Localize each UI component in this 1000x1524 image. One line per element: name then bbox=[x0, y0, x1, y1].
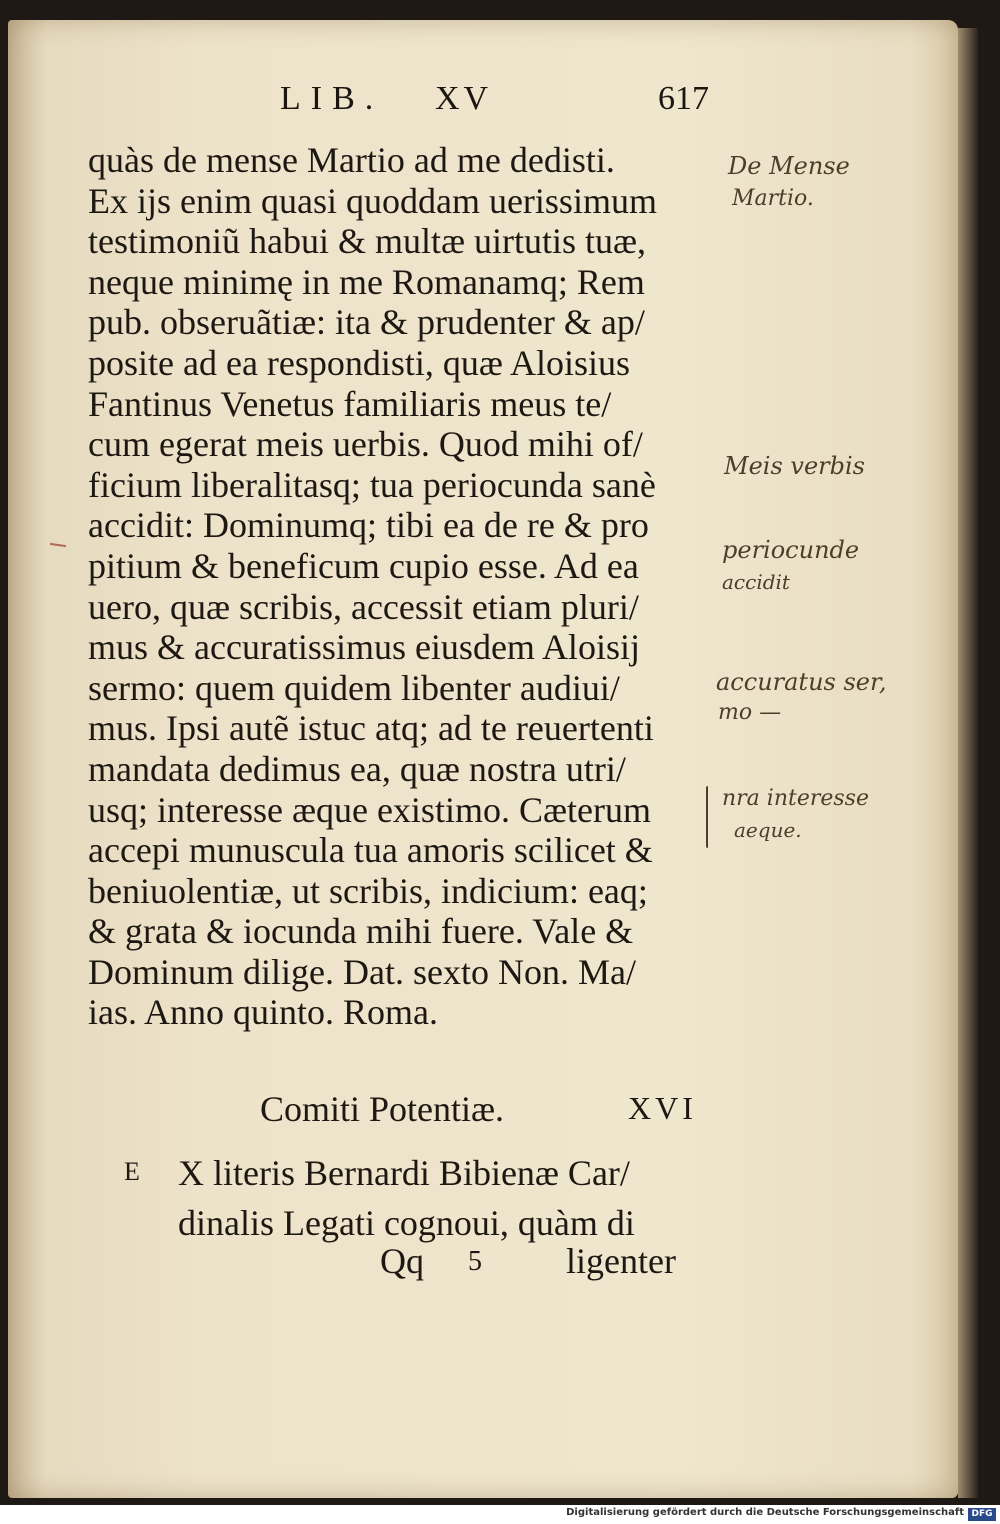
text-line: mandata dedimus ea, quæ nostra utri/ bbox=[88, 748, 626, 789]
text-line: mus & accuratissimus eiusdem Aloisij bbox=[88, 627, 640, 668]
marginal-note: Martio. bbox=[732, 186, 814, 211]
header-book-number: XV bbox=[435, 80, 493, 117]
text-line: quàs de mense Martio ad me dedisti. bbox=[88, 140, 615, 180]
letter-body bbox=[88, 140, 728, 1033]
text-line: X literis Bernardi Bibienæ Car/ bbox=[178, 1153, 630, 1193]
text-line: & grata & iocunda mihi fuere. Vale & bbox=[88, 911, 634, 952]
marginal-note: nra interesse bbox=[722, 786, 869, 811]
page-edge bbox=[958, 28, 978, 1498]
running-header bbox=[280, 80, 720, 130]
catchword: ligenter bbox=[566, 1241, 676, 1281]
marginal-note: accidit bbox=[722, 570, 790, 594]
text-line: neque minimę in me Romanamq; Rem bbox=[88, 261, 645, 302]
margin-bracket bbox=[706, 786, 714, 848]
text-line: uero, quæ scribis, accessit etiam pluri/ bbox=[88, 586, 639, 627]
text-line: posite ad ea respondisti, quæ Aloisius bbox=[88, 342, 630, 383]
signature-number: 5 bbox=[468, 1246, 482, 1277]
text-line: beniuolentiæ, ut scribis, indicium: eaq; bbox=[88, 870, 648, 911]
marginal-note: periocunde bbox=[722, 536, 860, 564]
dfg-logo: DFG bbox=[968, 1508, 996, 1521]
text-line: sermo: quem quidem libenter audiui/ bbox=[88, 667, 620, 708]
text-line: pitium & beneficum cupio esse. Ad ea bbox=[88, 545, 639, 586]
text-line: ficium liberalitasq; tua periocunda sanè bbox=[88, 464, 656, 505]
text-line: testimoniũ habui & multæ uirtutis tuæ, bbox=[88, 221, 647, 262]
funding-credit: Digitalisierung gefördert durch die Deutsche Forschungsgemeinschaft bbox=[566, 1507, 964, 1518]
text-line: accidit: Dominumq; tibi ea de re & pro bbox=[88, 505, 649, 546]
initial-letter: E bbox=[124, 1157, 140, 1186]
text-line: dinalis Legati cognoui, quàm di bbox=[178, 1203, 635, 1243]
marginal-note: mo — bbox=[718, 700, 782, 725]
letter-heading bbox=[260, 1088, 710, 1132]
page-number: 617 bbox=[658, 80, 709, 117]
header-book: LIB. bbox=[280, 80, 384, 117]
addressee: Comiti Potentiæ. bbox=[260, 1089, 505, 1129]
marginal-note: De Mense bbox=[728, 152, 850, 180]
digitization-footer bbox=[0, 1505, 1000, 1524]
marginal-note: accuratus ser, bbox=[716, 668, 887, 696]
text-line: ias. Anno quinto. Roma. bbox=[88, 992, 438, 1033]
text-line: Dominum dilige. Dat. sexto Non. Ma/ bbox=[88, 951, 636, 992]
letter-opening bbox=[178, 1148, 718, 1248]
letter-number: XVI bbox=[628, 1090, 697, 1126]
text-line: pub. obseruãtiæ: ita & prudenter & ap/ bbox=[88, 302, 645, 343]
text-line: Ex ijs enim quasi quoddam uerissimum bbox=[88, 180, 657, 221]
marginal-note: aeque. bbox=[734, 818, 802, 842]
marginal-note: Meis verbis bbox=[724, 452, 865, 480]
text-line: accepi munuscula tua amoris scilicet & bbox=[88, 830, 653, 871]
text-line: Fantinus Venetus familiaris meus te/ bbox=[88, 383, 612, 424]
text-line: cum egerat meis uerbis. Quod mihi of/ bbox=[88, 424, 643, 465]
signature-mark: Qq bbox=[380, 1241, 424, 1281]
text-line: mus. Ipsi autẽ istuc atq; ad te reuertenti bbox=[88, 708, 654, 749]
text-line: usq; interesse æque existimo. Cæterum bbox=[88, 789, 651, 830]
signature-line bbox=[380, 1240, 710, 1284]
